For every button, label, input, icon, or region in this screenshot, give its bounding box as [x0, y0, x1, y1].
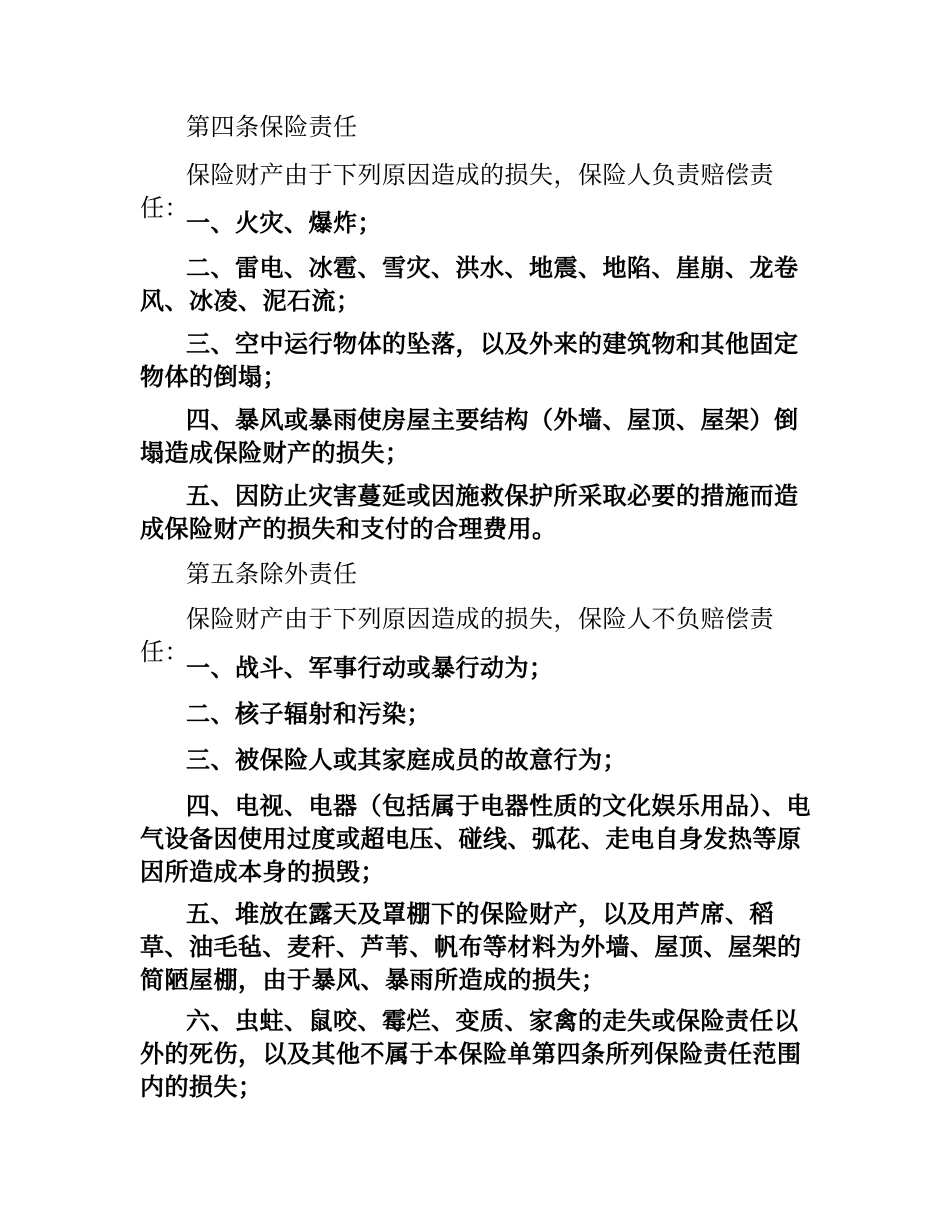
section4-item-3: 三、空中运行物体的坠落，以及外来的建筑物和其他固定物体的倒塌； — [140, 329, 799, 391]
section4-item-4: 四、暴风或暴雨使房屋主要结构（外墙、屋顶、屋架）倒塌造成保险财产的损失； — [140, 405, 799, 467]
section4-item-5: 五、因防止灾害蔓延或因施救保护所采取必要的措施而造成保险财产的损失和支付的合理费用。 — [140, 481, 799, 543]
section5-item-6: 六、虫蛀、鼠咬、霉烂、变质、家禽的走失或保险责任以外的死伤，以及其他不属于本保险单第四条所列保险责任范围内的损失； — [140, 1006, 802, 1101]
section5-item-4: 四、电视、电器（包括属于电器性质的文化娱乐用品）、电气设备因使用过度或超电压、碰线、弧花、走电自身发热等原因所造成本身的损毁； — [140, 791, 811, 886]
section5-item-2: 二、核子辐射和污染； — [186, 699, 431, 728]
section5-intro: 保险财产由于下列原因造成的损失，保险人不负赔偿责任： — [140, 605, 774, 666]
section5-item-5: 五、堆放在露天及罩棚下的保险财产，以及用芦席、稻草、油毛毡、麦秆、芦苇、帆布等材料为外墙、屋顶、屋架的简陋屋棚，由于暴风、暴雨所造成的损失； — [140, 899, 802, 994]
section5-heading: 第五条除外责任 — [186, 560, 358, 588]
section5-item-1: 一、战斗、军事行动或暴行动为； — [186, 653, 554, 682]
section4-item-1: 一、火灾、爆炸； — [186, 208, 382, 237]
section4-intro: 保险财产由于下列原因造成的损失，保险人负责赔偿责任： — [140, 161, 774, 222]
section4-item-2: 二、雷电、冰雹、雪灾、洪水、地震、地陷、崖崩、龙卷风、冰凌、泥石流； — [140, 253, 799, 315]
section5-item-3: 三、被保险人或其家庭成员的故意行为； — [186, 745, 627, 774]
section4-heading: 第四条保险责任 — [186, 113, 358, 141]
